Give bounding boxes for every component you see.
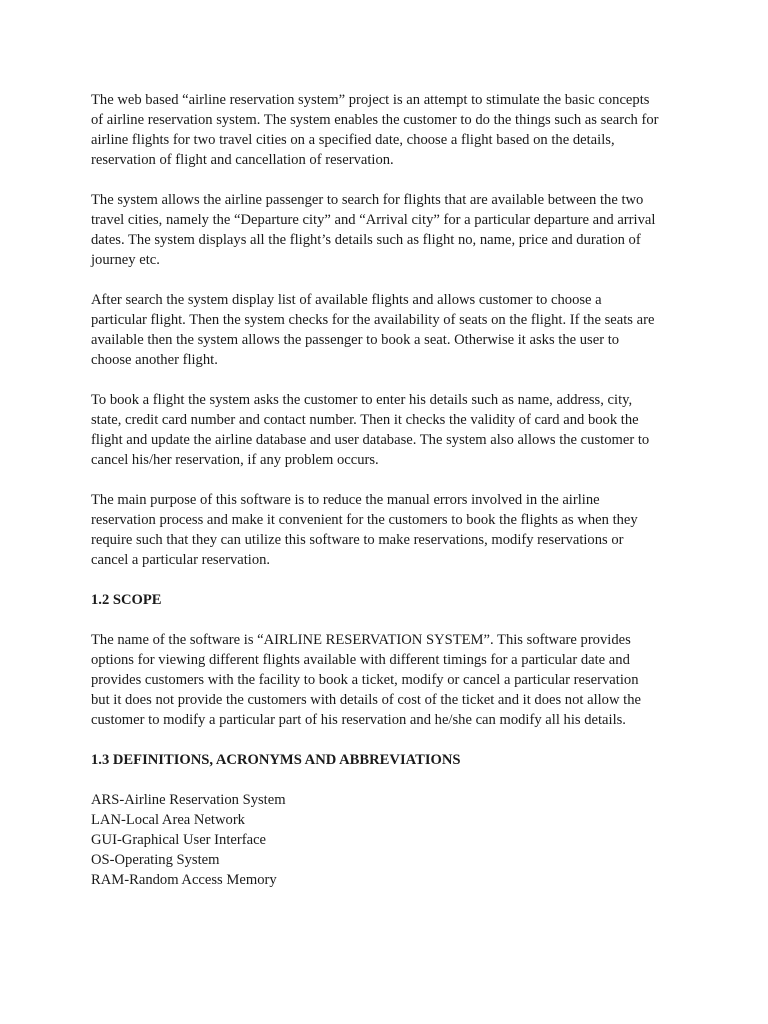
intro-paragraph-3: After search the system display list of available flights and allows customer to choose a particular flight. Then the system checks for the availability of seats on the flight. If the seats are available then the system allows the passenger to book a seat. Otherwise it asks the user to choose another flight. <box>91 292 655 368</box>
document-page <box>91 90 721 890</box>
intro-paragraph-4: To book a flight the system asks the customer to enter his details such as name, address, city, state, credit card number and contact number. Then it checks the validity of card and book the flight and update the airline database and user database. The system also allows the customer to cancel his/her reservation, if any problem occurs. <box>91 392 650 468</box>
definition-item: LAN-Local Area Network <box>91 812 245 828</box>
definition-item: GUI-Graphical User Interface <box>91 832 267 848</box>
intro-paragraph-5: The main purpose of this software is to reduce the manual errors involved in the airline reservation process and make it convenient for the customers to book the flights as when they require such that they can utilize this software to make reservations, modify reservations or cancel a particular reservation. <box>91 492 638 568</box>
intro-paragraph-1: The web based “airline reservation system” project is an attempt to stimulate the basic concepts of airline reservation system. The system enables the customer to do the things such as search for airline flights for two travel cities on a specified date, choose a flight based on the details, reservation of flight and cancellation of reservation. <box>91 92 659 168</box>
scope-heading: 1.2 SCOPE <box>91 592 162 608</box>
definitions-heading: 1.3 DEFINITIONS, ACRONYMS AND ABBREVIATIONS <box>91 752 461 768</box>
definition-item: RAM-Random Access Memory <box>91 872 277 888</box>
intro-paragraph-2: The system allows the airline passenger to search for flights that are available between the two travel cities, namely the “Departure city” and “Arrival city” for a particular departure and arrival dates. The system displays all the flight’s details such as flight no, name, price and duration of journey etc. <box>91 192 656 268</box>
scope-paragraph: The name of the software is “AIRLINE RESERVATION SYSTEM”. This software provides options for viewing different flights available with different timings for a particular date and provides customers with the facility to book a ticket, modify or cancel a particular reservation but it does not provide the customers with details of cost of the ticket and it does not allow the customer to modify a particular part of his reservation and he/she can modify all his details. <box>91 632 641 728</box>
definition-item: OS-Operating System <box>91 852 220 868</box>
definitions-list <box>91 790 721 890</box>
definition-item: ARS-Airline Reservation System <box>91 792 286 808</box>
